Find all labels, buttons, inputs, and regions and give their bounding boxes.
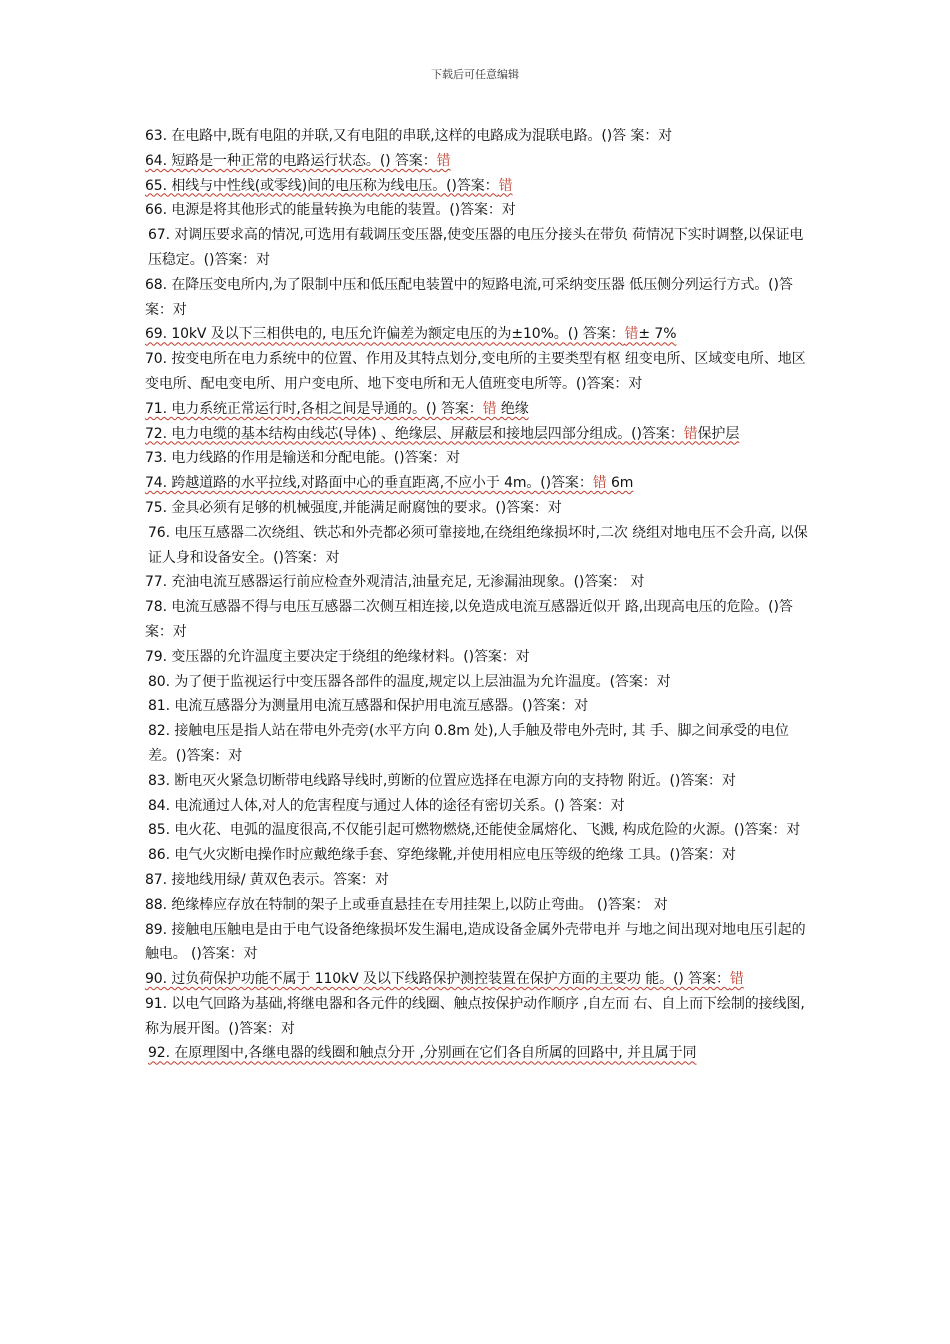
question-90: 90. 过负荷保护功能不属于 110kV 及以下线路保护测控装置在保护方面的主要功 能。() 答案：错 <box>145 971 744 988</box>
question-70: 70. 按变电所在电力系统中的位置、作用及其特点划分,变电所的主要类型有枢 纽变电所、区域变电所、地区变电所、配电变电所、用户变电所、地下变电所和无人值班变电所等。()答案：对 <box>145 351 806 392</box>
page-header: 下载后可任意编辑 <box>431 68 519 81</box>
question-69: 69. 10kV 及以下三相供电的, 电压允许偏差为额定电压的为±10%。() 答案：错± 7% <box>145 326 677 343</box>
question-87: 87. 接地线用绿/ 黄双色表示。答案：对 <box>145 871 389 888</box>
question-74: 74. 跨越道路的水平拉线,对路面中心的垂直距离,不应小于 4m。()答案：错 6m <box>145 475 634 492</box>
question-list <box>145 124 813 1066</box>
question-81: 81. 电流互感器分为测量用电流互感器和保护用电流互感器。()答案：对 <box>148 698 589 715</box>
question-80: 80. 为了便于监视运行中变压器各部件的温度,规定以上层油温为允许温度。(答案：对 <box>148 673 671 690</box>
question-68: 68. 在降压变电所内,为了限制中压和低压配电装置中的短路电流,可采纳变压器 低压侧分列运行方式。()答案：对 <box>145 276 793 318</box>
question-89: 89. 接触电压触电是由于电气设备绝缘损坏发生漏电,造成设备金属外壳带电并 与地之间出现对地电压引起的触电。 ()答案：对 <box>145 921 806 963</box>
question-84: 84. 电流通过人体,对人的危害程度与通过人体的途径有密切关系。() 答案：对 <box>148 797 625 814</box>
question-67: 67. 对调压要求高的情况,可选用有载调压变压器,使变压器的电压分接头在带负 荷情况下实时调整,以保证电压稳定。()答案：对 <box>148 227 804 268</box>
question-91: 91. 以电气回路为基础,将继电器和各元件的线圈、触点按保护动作顺序 ,自左而 右、自上而下绘制的接线图,称为展开图。()答案：对 <box>145 995 805 1037</box>
question-76: 76. 电压互感器二次绕组、铁芯和外壳都必须可靠接地,在绕组绝缘损坏时,二次 绕组对地电压不会升高, 以保证人身和设备安全。()答案：对 <box>148 524 808 566</box>
question-92: 92. 在原理图中,各继电器的线圈和触点分开 ,分别画在它们各自所属的回路中, 并且属于同 <box>148 1045 697 1062</box>
question-63: 63. 在电路中,既有电阻的并联,又有电阻的串联,这样的电路成为混联电路。()答 案：对 <box>145 128 673 144</box>
question-66: 66. 电源是将其他形式的能量转换为电能的装置。()答案：对 <box>145 202 516 219</box>
question-77: 77. 充油电流互感器运行前应检查外观清洁,油量充足, 无渗漏油现象。()答案： 对 <box>145 574 645 591</box>
question-86: 86. 电气火灾断电操作时应戴绝缘手套、穿绝缘靴,并使用相应电压等级的绝缘 工具。()答案：对 <box>148 847 736 864</box>
question-78: 78. 电流互感器不得与电压互感器二次侧互相连接,以免造成电流互感器近似开 路,出现高电压的危险。()答案：对 <box>145 599 793 640</box>
question-64: 64. 短路是一种正常的电路运行状态。() 答案：错 <box>145 152 451 169</box>
question-72: 72. 电力电缆的基本结构由线芯(导体) 、绝缘层、屏蔽层和接地层四部分组成。()答案：错保护层 <box>145 425 740 442</box>
question-88: 88. 绝缘棒应存放在特制的架子上或垂直悬挂在专用挂架上,以防止弯曲。 ()答案： 对 <box>145 896 668 913</box>
question-71: 71. 电力系统正常运行时,各相之间是导通的。() 答案：错 绝缘 <box>145 400 529 417</box>
question-85: 85. 电火花、电弧的温度很高,不仅能引起可燃物燃烧,还能使金属熔化、飞溅, 构成危险的火源。()答案：对 <box>148 822 801 839</box>
question-73: 73. 电力线路的作用是输送和分配电能。()答案：对 <box>145 450 461 467</box>
question-75: 75. 金具必须有足够的机械强度,并能满足耐腐蚀的要求。()答案：对 <box>145 499 562 516</box>
question-79: 79. 变压器的允许温度主要决定于绕组的绝缘材料。()答案：对 <box>145 648 530 665</box>
question-82: 82. 接触电压是指人站在带电外壳旁(水平方向 0.8m 处),人手触及带电外壳时, 其 手、脚之间承受的电位差。()答案：对 <box>148 723 789 764</box>
question-83: 83. 断电灭火紧急切断带电线路导线时,剪断的位置应选择在电源方向的支持物 附近。()答案：对 <box>148 772 736 789</box>
question-65: 65. 相线与中性线(或零线)间的电压称为线电压。()答案：错 <box>145 177 513 194</box>
